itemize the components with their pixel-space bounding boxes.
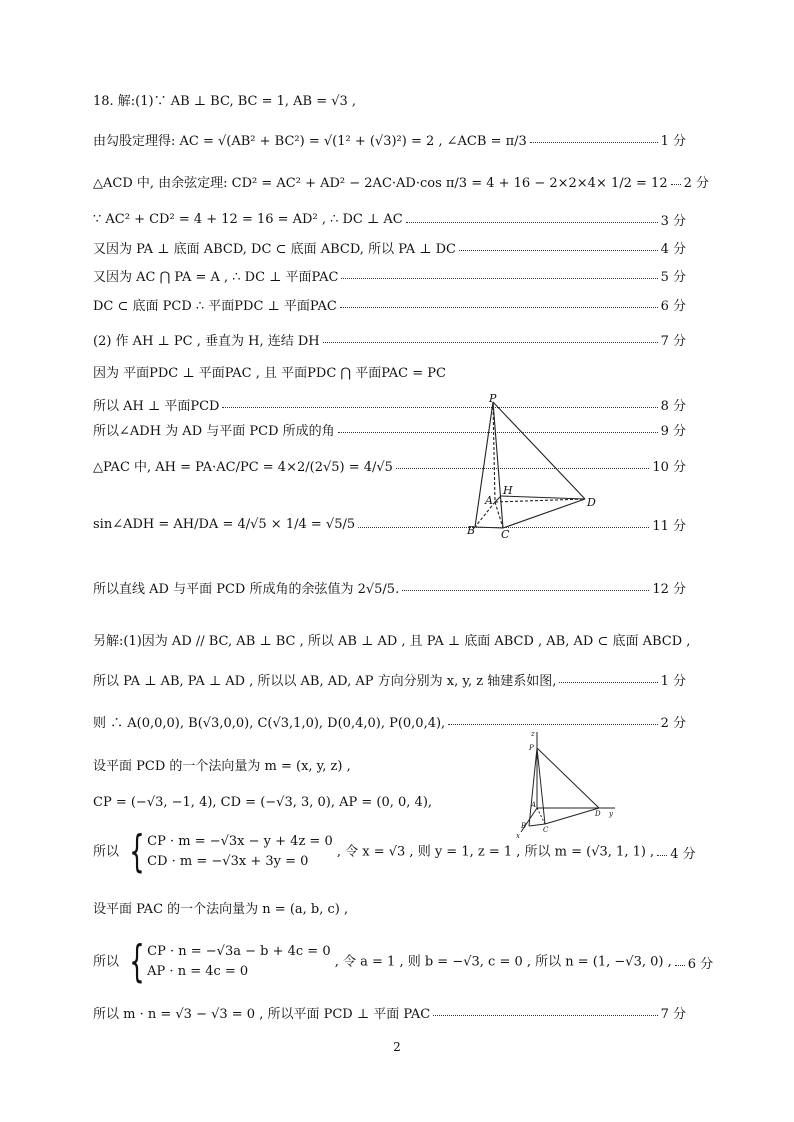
- alt-score-4: 4 分: [670, 846, 696, 862]
- step-plane-perp: DC ⊂ 底面 PCD ∴ 平面PDC ⊥ 平面PAC 6 分: [93, 295, 686, 314]
- axis-z: z: [531, 730, 535, 738]
- axis-y: y: [609, 810, 613, 818]
- alt-step-solve-m: 所以 { CP · m = −√3x − y + 4z = 0 CD · m = −√3x + 3y = 0 , 令 x = √3 , 则 y = 1, z = 1 , 所以 m = (√3, 1, 1) , 4 分: [93, 826, 696, 877]
- alt-step-vectors: CP = (−√3, −1, 4), CD = (−√3, 3, 0), AP = (0, 0, 4),: [93, 795, 433, 810]
- step-pa-dc: 又因为 PA ⊥ 底面 ABCD, DC ⊂ 底面 ABCD, 所以 PA ⊥ DC 4 分: [93, 238, 686, 257]
- alt-step-normal-n: 设平面 PAC 的一个法向量为 n = (a, b, c) ,: [93, 902, 349, 917]
- alt-step-coordinates: 则 ∴ A(0,0,0), B(√3,0,0), C(√3,1,0), D(0,4,0), P(0,0,4), 2 分: [93, 712, 686, 731]
- step-plane-intersect: 因为 平面PDC ⊥ 平面PAC , 且 平面PDC ⋂ 平面PAC = PC: [93, 366, 446, 381]
- score-10: 10 分: [652, 460, 686, 475]
- score-5: 5 分: [660, 270, 686, 285]
- leader-dots: [448, 724, 657, 725]
- label-C: C: [501, 528, 510, 540]
- label-C2: C: [543, 826, 549, 834]
- score-11: 11 分: [652, 519, 686, 534]
- solution-header: 18. 解:(1)∵ AB ⊥ BC, BC = 1, AB = √3 ,: [93, 94, 357, 109]
- score-9: 9 分: [660, 424, 686, 439]
- leader-dots: [559, 682, 657, 683]
- coordinate-figure: [515, 728, 625, 840]
- step-cosine-law: △ACD 中, 由余弦定理: CD² = AC² + AD² − 2AC·AD·cos π/3 = 4 + 16 − 2×2×4× 1/2 = 12 2 分: [93, 172, 686, 191]
- axis-x: x: [516, 832, 520, 840]
- leader-dots: [340, 307, 658, 308]
- score-4: 4 分: [660, 242, 686, 257]
- leader-dots: [671, 184, 681, 185]
- leader-dots: [675, 965, 685, 966]
- leader-dots: [406, 222, 658, 223]
- leader-dots: [323, 342, 658, 343]
- leader-dots: [402, 590, 649, 591]
- page-number: 2: [393, 1040, 401, 1054]
- alt-score-6: 6 分: [687, 956, 714, 972]
- step-conclusion: 所以直线 AD 与平面 PCD 所成角的余弦值为 2√5/5. 12 分: [93, 578, 686, 597]
- leader-dots: [433, 1015, 657, 1016]
- score-3: 3 分: [660, 214, 686, 229]
- score-8: 8 分: [660, 399, 686, 414]
- alt-step-axes: 所以 PA ⊥ AB, PA ⊥ AD , 所以以 AB, AD, AP 方向分别为 x, y, z 轴建系如图, 1 分: [93, 670, 686, 689]
- label-A2: A: [531, 801, 537, 809]
- label-B: B: [467, 524, 476, 537]
- step-pythagoras: 由勾股定理得: AC = √(AB² + BC²) = √(1² + (√3)²) = 2 , ∠ACB = π/3 1 分: [93, 130, 686, 149]
- label-D2: D: [595, 810, 601, 818]
- score-1: 1 分: [660, 134, 686, 149]
- label-D: D: [587, 496, 596, 509]
- step-ah-length: △PAC 中, AH = PA·AC/PC = 4×2/(2√5) = 4/√5 10 分: [93, 456, 686, 475]
- step-construct-ah: (2) 作 AH ⊥ PC , 垂直为 H, 连结 DH 7 分: [93, 330, 686, 349]
- leader-dots: [459, 250, 658, 251]
- alt-score-7: 7 分: [660, 1007, 686, 1022]
- alt-solution-header: 另解:(1)因为 AD // BC, AB ⊥ BC , 所以 AB ⊥ AD , 且 PA ⊥ 底面 ABCD , AB, AD ⊂ 底面 ABCD ,: [93, 634, 691, 649]
- label-P: P: [489, 392, 497, 405]
- leader-dots: [657, 855, 667, 856]
- pyramid-figure: [465, 392, 600, 540]
- step-angle: 所以∠ADH 为 AD 与平面 PCD 所成的角 9 分: [93, 420, 686, 439]
- alt-step-dot-product: 所以 m · n = √3 − √3 = 0 , 所以平面 PCD ⊥ 平面 PAC 7 分: [93, 1003, 686, 1022]
- leader-dots: [341, 278, 657, 279]
- step-dc-plane: 又因为 AC ⋂ PA = A , ∴ DC ⊥ 平面PAC 5 分: [93, 266, 686, 285]
- step-perpendicular: ∵ AC² + CD² = 4 + 12 = 16 = AD² , ∴ DC ⊥ AC 3 分: [93, 212, 686, 229]
- label-B2: B: [521, 822, 527, 830]
- score-12: 12 分: [652, 582, 686, 597]
- score-7: 7 分: [660, 334, 686, 349]
- alt-score-1: 1 分: [660, 674, 686, 689]
- alt-step-normal-m: 设平面 PCD 的一个法向量为 m = (x, y, z) ,: [93, 759, 351, 774]
- leader-dots: [530, 142, 658, 143]
- label-H: H: [503, 484, 513, 497]
- label-P2: P: [529, 744, 534, 752]
- step-sin: sin∠ADH = AH/DA = 4/√5 × 1/4 = √5/5 11 分: [93, 517, 686, 534]
- label-A: A: [485, 494, 493, 507]
- score-6: 6 分: [660, 299, 686, 314]
- step-ah-perp: 所以 AH ⊥ 平面PCD 8 分: [93, 395, 686, 414]
- score-2: 2 分: [683, 176, 710, 191]
- alt-step-solve-n: 所以 { CP · n = −√3a − b + 4c = 0 AP · n = 4c = 0 , 令 a = 1 , 则 b = −√3, c = 0 , 所以 n = (1, −√3, 0) , 6 分: [93, 936, 714, 987]
- alt-score-2: 2 分: [660, 716, 686, 731]
